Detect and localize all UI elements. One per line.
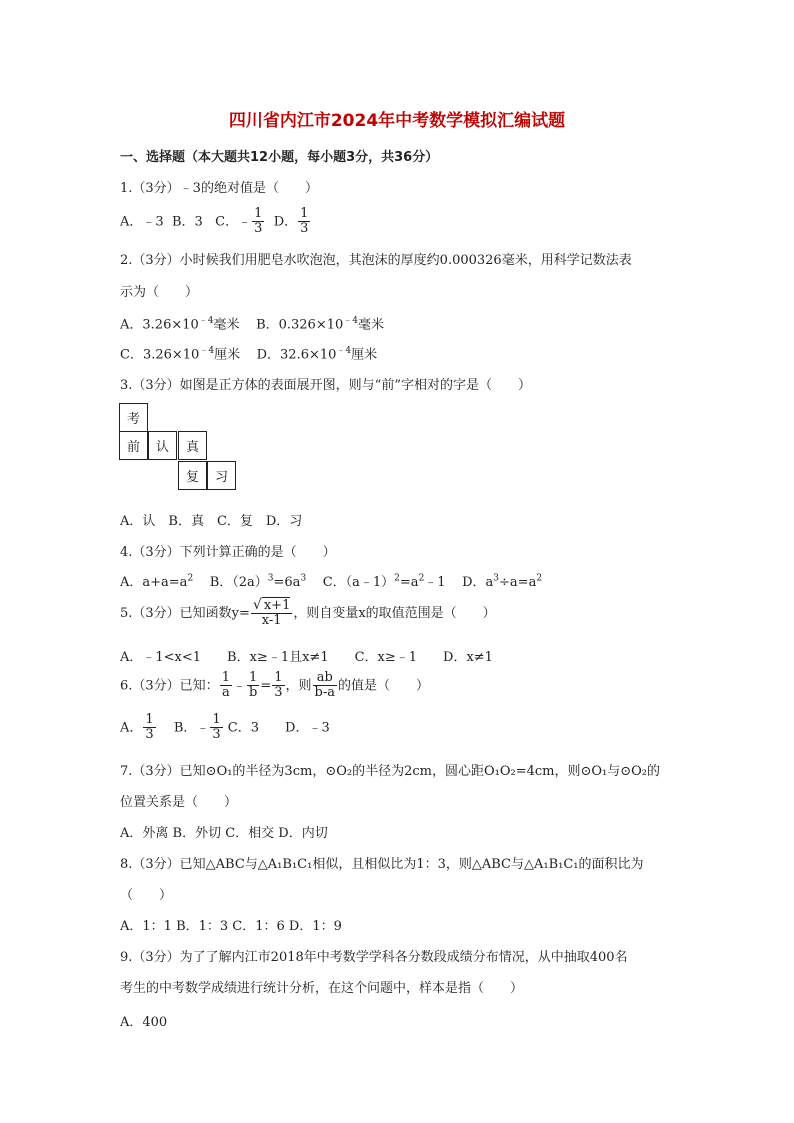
q4-option-c: C．（a﹣1） <box>322 575 395 590</box>
question-2-options-ab: A．$3.26\times 10^{﹣4}$毫米 B．$0.326\times 10^{﹣4}$毫米 <box>120 316 385 333</box>
net-cell-ren: 认 <box>148 431 177 460</box>
question-1-options <box>120 207 311 237</box>
net-cell-kao: 考 <box>119 403 148 432</box>
q1-option-a: A．﹣3 <box>120 214 164 230</box>
q4-option-b: B．（2a） <box>209 575 268 590</box>
question-8-options: A．1：1 B．1：3 C．1：6 D．1：9 <box>120 919 342 934</box>
question-5-stem: 5.（3分）已知函数y= $\frac{√ x+1}{x-1}$ ，则自变量x的取值范围是（ ） <box>120 597 496 629</box>
net-cell-zhen: 真 <box>178 431 207 460</box>
net-cell-qian: 前 <box>119 431 148 460</box>
question-6-options: A． $\frac{1}{3}$ B．﹣ $\frac{1}{3}$ C．3 D．﹣3 <box>120 712 330 743</box>
q1-option-c: C． <box>215 214 239 230</box>
q2-option-c: C．3.26×10 <box>120 347 200 363</box>
net-cell-fu: 复 <box>178 461 207 490</box>
cube-net-diagram <box>119 403 239 493</box>
question-7-options: A．外离 B．外切 C．相交 D．内切 <box>120 826 328 841</box>
q1-option-c-sign: ﹣ <box>238 214 252 230</box>
q6-option-b: B．﹣ <box>160 720 210 736</box>
question-8-stem-cont: （ ） <box>120 888 173 903</box>
q2-option-b: B．0.326×10 <box>256 317 344 333</box>
net-cell-xi: 习 <box>207 461 236 490</box>
question-3-options: A．认 B．真 C．复 D．习 <box>120 514 303 529</box>
q5-function-fraction: $\frac{√ x+1}{x-1}$ <box>252 597 291 629</box>
question-9-stem-cont: 考生的中考数学成绩进行统计分析，在这个问题中，样本是指（ ） <box>120 981 524 996</box>
q1-option-b: B．3 <box>171 214 203 230</box>
q4-option-d: D．a <box>462 575 494 590</box>
q1-fraction-d: $\frac{1}{3}$ <box>300 206 309 237</box>
question-4-options: A．$a+a=a^2$ B．$(2a)^3=6a^3$ C．$(a﹣1)^2=a^2﹣1$ D．$a^3\div a=a^2$ <box>120 573 543 590</box>
q1-fraction-c: $\frac{1}{3}$ <box>254 206 263 237</box>
q4-option-a: A．a+a=a <box>120 575 188 590</box>
question-4-stem: 4.（3分）下列计算正确的是（ ） <box>120 545 336 560</box>
question-8-stem: 8.（3分）已知△ABC与△A₁B₁C₁相似，且相似比为1：3，则△ABC与△A₁B₁C₁的面积比为 <box>120 857 644 872</box>
section-heading: 一、选择题（本大题共12小题，每小题3分，共36分） <box>120 150 439 165</box>
question-2-stem: 2.（3分）小时候我们用肥皂水吹泡泡，其泡沫的厚度约0.000326毫米，用科学记数法表 <box>120 253 632 268</box>
question-9-option-a: A．400 <box>120 1015 168 1030</box>
question-2-stem-cont: 示为（ ） <box>120 285 199 300</box>
question-2-options-cd: C．$3.26\times 10^{﹣4}$厘米 D．$32.6\times 10^{﹣4}$厘米 <box>120 346 378 363</box>
q6-target-fraction: $\frac{ab}{b-a}$ <box>314 670 335 701</box>
question-9-stem: 9.（3分）为了了解内江市2018年中考数学学科各分数段成绩分布情况，从中抽取400名 <box>120 950 628 965</box>
q1-option-d: D． <box>273 214 298 230</box>
question-3-stem: 3.（3分）如图是正方体的表面展开图，则与“前”字相对的字是（ ） <box>120 378 531 393</box>
q2-option-a: A．3.26×10 <box>120 317 199 333</box>
q6-option-cd: C．3 D．﹣3 <box>227 720 330 736</box>
question-5-options: A．﹣1<x<1 B．x≥﹣1且x≠1 C．x≥﹣1 D．x≠1 <box>120 650 493 665</box>
question-7-stem: 7.（3分）已知⊙O₁的半径为3cm，⊙O₂的半径为2cm，圆心距O₁O₂=4cm，则⊙O₁与⊙O₂的 <box>120 764 660 779</box>
question-6-stem: 6.（3分）已知： $\frac{1}{a}$ ﹣ $\frac{1}{b}$ = $\frac{1}{3}$ ，则 $\frac{ab}{b-a}$ 的值是（ ） <box>120 670 429 701</box>
question-1-stem: 1.（3分）﹣3的绝对值是（ ） <box>120 181 318 196</box>
q2-option-d: D．32.6×10 <box>256 347 337 363</box>
question-7-stem-cont: 位置关系是（ ） <box>120 795 238 810</box>
q6-option-a: A． <box>120 720 143 736</box>
page-title: 四川省内江市2024年中考数学模拟汇编试题 <box>228 111 566 131</box>
